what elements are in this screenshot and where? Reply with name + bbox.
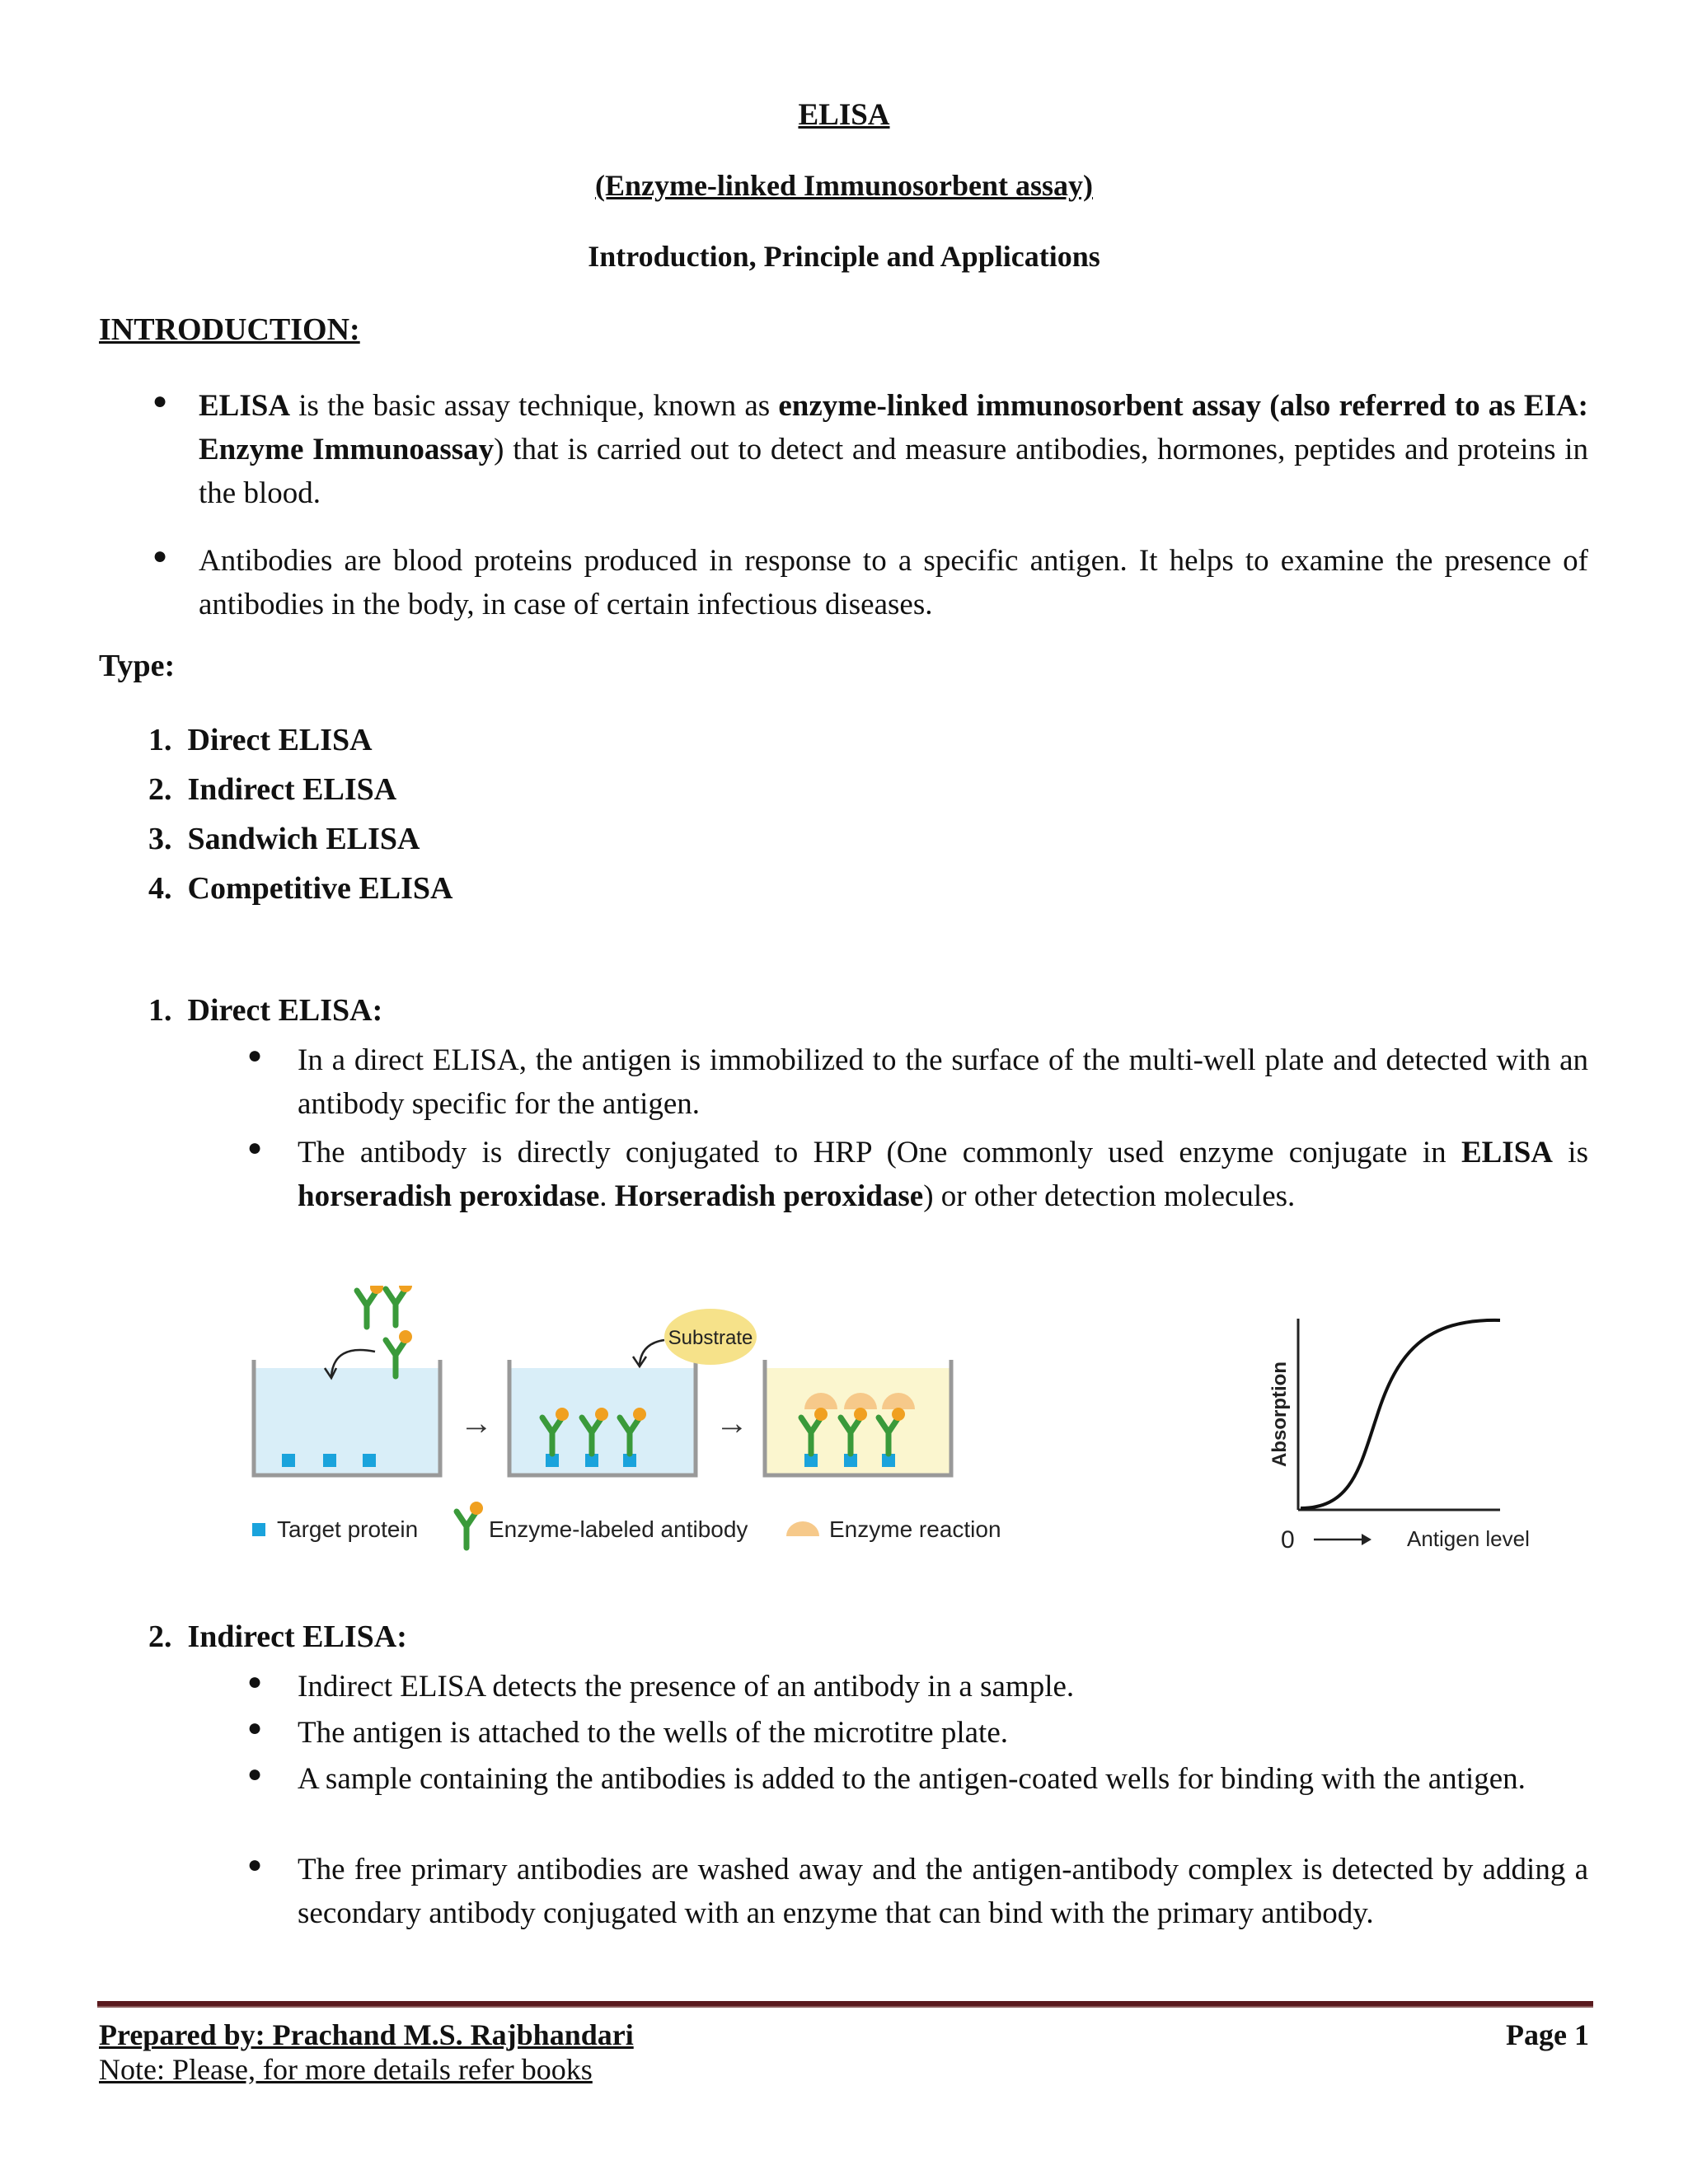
well-2 (509, 1309, 757, 1475)
bullet-icon: ● (247, 1760, 263, 1788)
term-full-name: enzyme-linked immunosorbent assay (also referred to as EIA: Enzyme Immunoassay (199, 389, 1589, 466)
direct-bullet-2: The antibody is directly conjugated to HRP (One commonly used enzyme conjugate in ELISA is horseradish peroxidase. Horseradish peroxidase) or other detection molecules. (298, 1136, 1588, 1213)
legend-target-protein: Target protein (277, 1516, 419, 1542)
intro-heading: INTRODUCTION: (99, 312, 360, 347)
term-elisa: ELISA (199, 389, 291, 423)
types-heading: Type: (99, 649, 176, 683)
substrate-label: Substrate (668, 1327, 753, 1349)
document-heading: Introduction, Principle and Applications (588, 240, 1100, 273)
footer-note: Note: Please, for more details refer books (99, 2053, 593, 2086)
arrow-icon: → (460, 1404, 493, 1441)
indirect-bullet-3: A sample containing the antibodies is added to the antigen-coated wells for binding with the antigen. (298, 1762, 1526, 1796)
indirect-bullet-1: Indirect ELISA detects the presence of an antibody in a sample. (298, 1670, 1075, 1704)
figure-legend (252, 1502, 1001, 1548)
direct-elisa-heading: 1. Direct ELISA: (148, 993, 383, 1028)
bullet-icon: ● (247, 1668, 263, 1695)
document-title: ELISA (798, 98, 890, 132)
enzyme-labeled-antibody-icon (457, 1502, 483, 1548)
bullet-icon: ● (247, 1042, 263, 1069)
absorption-graph (1253, 1302, 1582, 1566)
antibody-icon (357, 1286, 383, 1327)
bullet-icon: ● (152, 387, 168, 415)
footer-rule (97, 2001, 1593, 2008)
indirect-elisa-heading: 2. Indirect ELISA: (148, 1619, 407, 1654)
list-item: 3. Sandwich ELISA (148, 822, 420, 856)
antibody-icon (386, 1286, 412, 1325)
x-axis-label: Antigen level (1407, 1526, 1530, 1551)
types-list (148, 719, 452, 916)
arrow-icon: → (715, 1404, 748, 1441)
legend-enzyme-labeled-antibody: Enzyme-labeled antibody (489, 1516, 748, 1542)
document-subtitle: (Enzyme-linked Immunosorbent assay) (594, 169, 1094, 202)
intro-paragraph-1: ELISA is the basic assay technique, known as enzyme-linked immunosorbent assay (also referred to as EIA: Enzyme Immunoassay) that is carried out to detect and measure antibodies, hormones, peptides and proteins in the blood. (199, 389, 1589, 510)
well-1 (254, 1286, 440, 1475)
legend-enzyme-reaction: Enzyme reaction (829, 1516, 1001, 1542)
direct-elisa-diagram (239, 1286, 1022, 1566)
target-protein-icon (252, 1523, 265, 1536)
list-item: 1. Direct ELISA (148, 723, 373, 757)
absorption-curve (1301, 1320, 1500, 1508)
origin-label: 0 (1281, 1526, 1295, 1554)
indirect-bullet-2: The antigen is attached to the wells of the microtitre plate. (298, 1716, 1009, 1750)
well-3 (765, 1360, 951, 1475)
list-item: 2. Indirect ELISA (148, 772, 397, 807)
intro-paragraph-2: Antibodies are blood proteins produced in response to a specific antigen. It helps to examine the presence of antibodies in the body, in case of certain infectious diseases. (199, 544, 1588, 621)
arrow-head-icon (1362, 1534, 1372, 1545)
enzyme-reaction-icon (786, 1521, 819, 1536)
list-item: 4. Competitive ELISA (148, 871, 453, 906)
direct-bullet-1: In a direct ELISA, the antigen is immobilized to the surface of the multi-well plate and detected with an antibody specific for the antigen. (298, 1043, 1588, 1121)
bullet-icon: ● (247, 1714, 263, 1741)
bullet-icon: ● (152, 542, 168, 569)
footer-prepared-by: Prepared by: Prachand M.S. Rajbhandari (99, 2018, 634, 2051)
indirect-bullet-4: The free primary antibodies are washed away and the antigen-antibody complex is detected by adding a secondary antibody conjugated with an enzyme that can bind with the primary antibody. (298, 1853, 1588, 1930)
bullet-icon: ● (247, 1851, 263, 1878)
footer-page-number: Page 1 (1506, 2018, 1589, 2051)
y-axis-label: Absorption (1268, 1361, 1291, 1467)
bullet-icon: ● (247, 1134, 263, 1161)
